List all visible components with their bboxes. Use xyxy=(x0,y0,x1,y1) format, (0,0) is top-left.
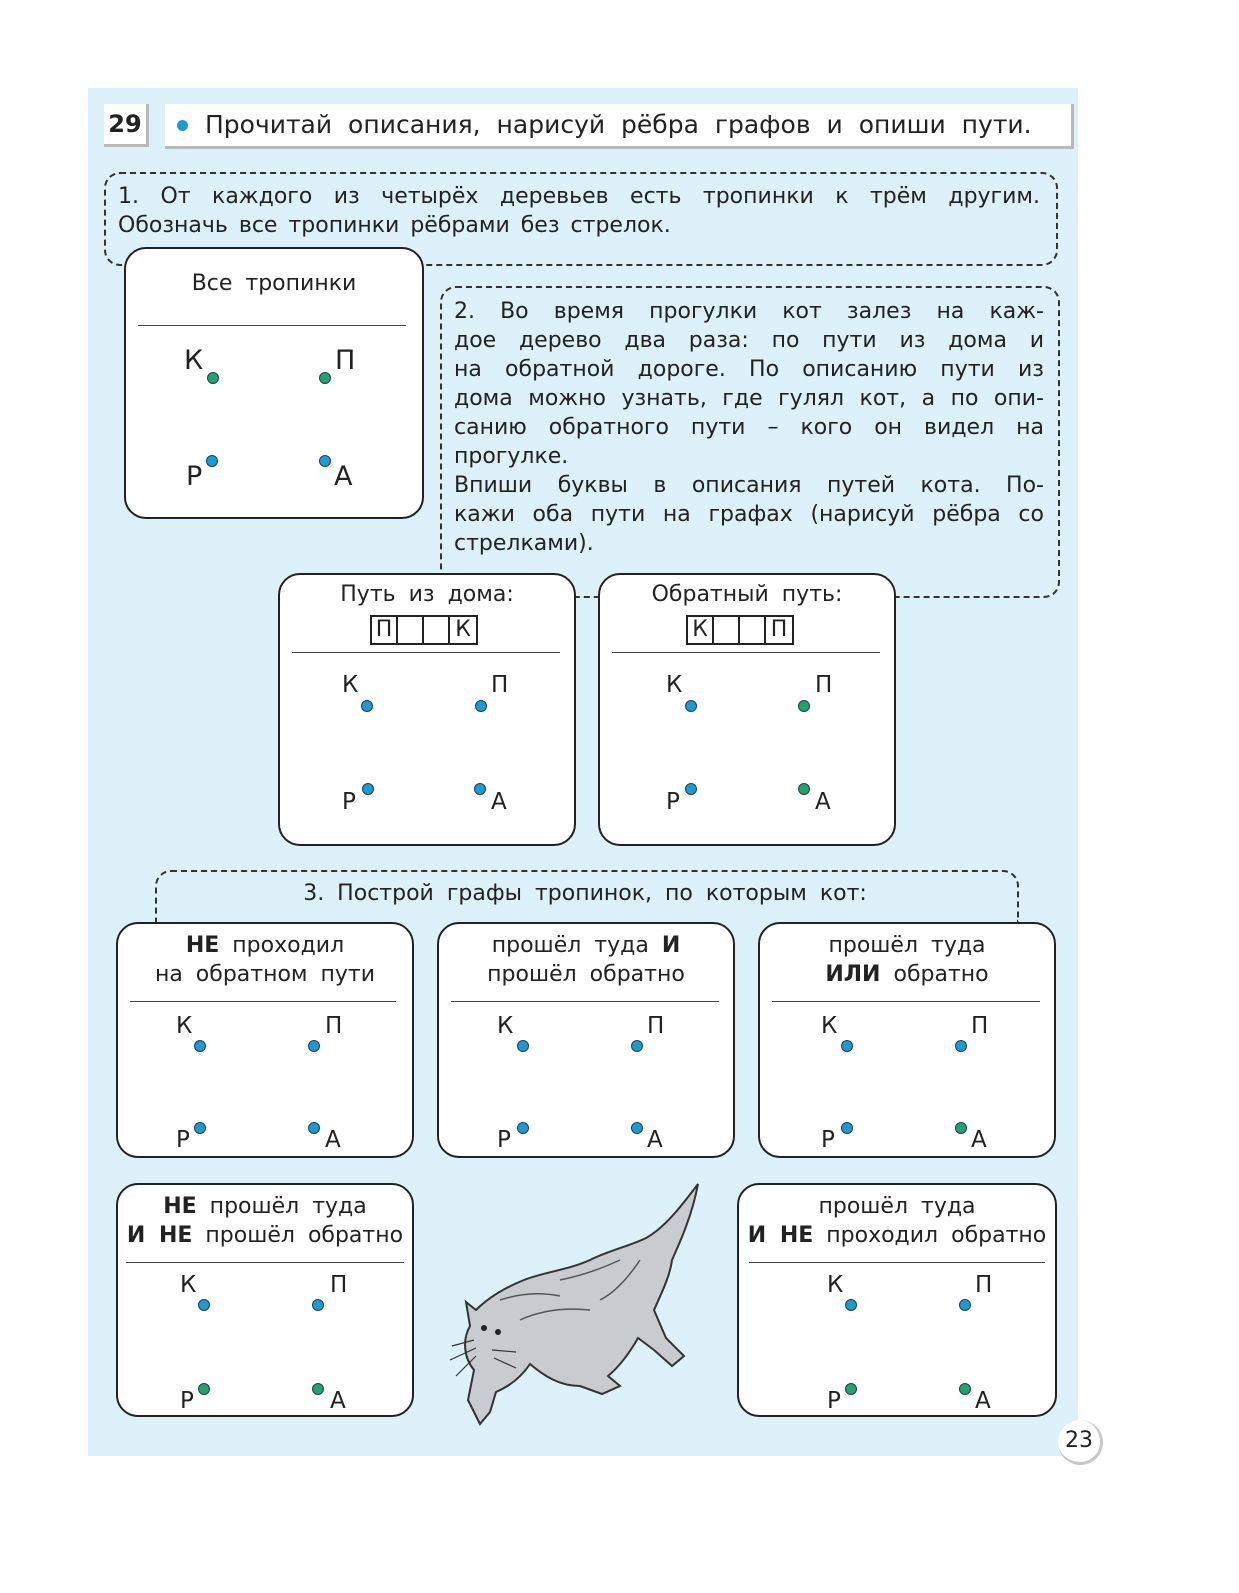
divider xyxy=(130,1001,396,1002)
node-label-k: К xyxy=(180,1272,197,1298)
answer-cell[interactable]: К xyxy=(688,617,714,643)
graph-box-neither xyxy=(116,1183,414,1417)
cat-illustration xyxy=(440,1180,710,1430)
node-label-r: Р xyxy=(497,1127,511,1153)
node-label-k: К xyxy=(342,672,359,698)
answer-cell[interactable]: П xyxy=(770,617,788,642)
node-label-k: К xyxy=(184,345,204,376)
node-p xyxy=(475,700,487,712)
node-label-k: К xyxy=(666,672,683,698)
node-label-k: К xyxy=(176,1013,193,1039)
node-r xyxy=(841,1122,853,1134)
node-p xyxy=(308,1040,320,1052)
node-label-r: Р xyxy=(821,1127,835,1153)
instruction-text: Прочитай описания, нарисуй рёбра графов и опиши пути. xyxy=(205,110,1032,139)
node-label-r: Р xyxy=(342,789,356,815)
part1-text xyxy=(118,182,1040,240)
node-label-a: А xyxy=(815,789,831,815)
node-label-p: П xyxy=(330,1272,348,1298)
answer-cells xyxy=(370,615,478,645)
node-k xyxy=(207,372,219,384)
part2-line: стрелками). xyxy=(454,531,594,556)
graph-box-title: прошёл обратно xyxy=(487,962,685,987)
node-a xyxy=(474,783,486,795)
answer-cells xyxy=(686,615,794,645)
graph-box-title: прошёл туда И xyxy=(491,933,681,958)
node-label-p: П xyxy=(647,1013,665,1039)
divider xyxy=(292,652,560,653)
node-a xyxy=(959,1383,971,1395)
node-label-k: К xyxy=(827,1272,844,1298)
part2-text xyxy=(454,297,1044,558)
graph-box-title: Все тропинки xyxy=(191,271,357,296)
graph-box-all-paths xyxy=(124,247,424,519)
node-label-r: Р xyxy=(666,789,680,815)
divider xyxy=(749,1262,1045,1263)
node-a xyxy=(319,455,331,467)
graph-box-title: НЕ прошёл туда xyxy=(163,1194,367,1219)
node-a xyxy=(631,1122,643,1134)
node-label-a: А xyxy=(325,1127,341,1153)
node-label-a: А xyxy=(647,1127,663,1153)
node-p xyxy=(798,700,810,712)
bullet-icon xyxy=(177,120,188,131)
part2-line: Впиши буквы в описания путей кота. По- xyxy=(454,473,1044,498)
node-k xyxy=(517,1040,529,1052)
node-r xyxy=(194,1122,206,1134)
graph-box-not-returned xyxy=(116,922,414,1158)
node-r xyxy=(198,1383,210,1395)
graph-box-path-from-home xyxy=(278,573,576,846)
graph-box-title: Путь из дома: xyxy=(340,582,514,607)
node-p xyxy=(959,1299,971,1311)
node-label-r: Р xyxy=(176,1127,190,1153)
instruction-bar xyxy=(165,104,1074,149)
node-r xyxy=(517,1122,529,1134)
divider xyxy=(138,325,406,326)
part1-line1: 1. От каждого из четырёх деревьев есть тропинки к трём другим. xyxy=(118,184,1040,209)
node-label-a: А xyxy=(491,789,507,815)
page-number: 23 xyxy=(1058,1420,1103,1465)
part2-line: дома можно узнать, где гулял кот, а по опи- xyxy=(454,386,1044,411)
node-label-a: А xyxy=(334,461,353,492)
node-p xyxy=(319,372,331,384)
node-label-r: Р xyxy=(180,1388,194,1414)
graph-box-title: ИЛИ обратно xyxy=(825,962,989,987)
node-label-a: А xyxy=(330,1388,346,1414)
graph-box-title: прошёл туда xyxy=(818,1194,976,1219)
node-r xyxy=(362,783,374,795)
node-label-p: П xyxy=(325,1013,343,1039)
node-label-k: К xyxy=(497,1013,514,1039)
graph-box-there-not-back xyxy=(737,1183,1057,1417)
graph-box-there-and-back xyxy=(437,922,735,1158)
node-p xyxy=(312,1299,324,1311)
node-label-a: А xyxy=(975,1388,991,1414)
divider xyxy=(772,1001,1040,1002)
part1-line2: Обозначь все тропинки рёбрами без стрелок. xyxy=(118,213,671,238)
node-k xyxy=(685,700,697,712)
node-p xyxy=(955,1040,967,1052)
node-label-r: Р xyxy=(186,461,203,492)
graph-box-title: Обратный путь: xyxy=(651,582,843,607)
part2-line: дое дерево два раза: по пути из дома и xyxy=(454,328,1044,353)
answer-cell[interactable] xyxy=(398,617,424,643)
divider xyxy=(612,652,880,653)
node-k xyxy=(845,1299,857,1311)
graph-box-there-or-back xyxy=(758,922,1056,1158)
node-label-p: П xyxy=(335,345,356,376)
node-p xyxy=(631,1040,643,1052)
answer-cell[interactable] xyxy=(424,617,450,643)
exercise-number: 29 xyxy=(104,104,149,147)
node-label-a: А xyxy=(971,1127,987,1153)
part2-line: санию обратного пути – кого он видел на xyxy=(454,415,1044,440)
part2-line: 2. Во время прогулки кот залез на каж- xyxy=(454,299,1044,324)
node-r xyxy=(845,1383,857,1395)
node-k xyxy=(841,1040,853,1052)
node-a xyxy=(312,1383,324,1395)
divider xyxy=(451,1001,719,1002)
divider xyxy=(126,1262,404,1263)
graph-box-return-path xyxy=(598,573,896,846)
answer-cell[interactable]: П xyxy=(372,617,398,643)
node-r xyxy=(206,455,218,467)
node-k xyxy=(194,1040,206,1052)
part2-line: прогулке. xyxy=(454,444,569,469)
graph-box-title: на обратном пути xyxy=(154,962,376,987)
answer-cell[interactable] xyxy=(740,617,766,643)
node-a xyxy=(955,1122,967,1134)
node-label-p: П xyxy=(971,1013,989,1039)
graph-box-title: прошёл туда xyxy=(828,933,986,958)
node-label-k: К xyxy=(821,1013,838,1039)
node-a xyxy=(308,1122,320,1134)
part3-title: 3. Построй графы тропинок, по которым кот: xyxy=(303,881,867,906)
node-label-p: П xyxy=(491,672,509,698)
node-label-r: Р xyxy=(827,1388,841,1414)
part2-line: на обратной дороге. По описанию пути из xyxy=(454,357,1044,382)
node-k xyxy=(198,1299,210,1311)
node-a xyxy=(798,783,810,795)
graph-box-title: И НЕ прошёл обратно xyxy=(126,1223,404,1248)
node-r xyxy=(685,783,697,795)
answer-cell[interactable]: К xyxy=(455,617,471,642)
graph-box-title: И НЕ проходил обратно xyxy=(747,1223,1047,1248)
node-label-p: П xyxy=(975,1272,993,1298)
graph-box-title: НЕ проходил xyxy=(185,933,345,958)
node-label-p: П xyxy=(815,672,833,698)
answer-cell[interactable] xyxy=(714,617,740,643)
part2-line: кажи оба пути на графах (нарисуй рёбра со xyxy=(454,502,1044,527)
node-k xyxy=(361,700,373,712)
